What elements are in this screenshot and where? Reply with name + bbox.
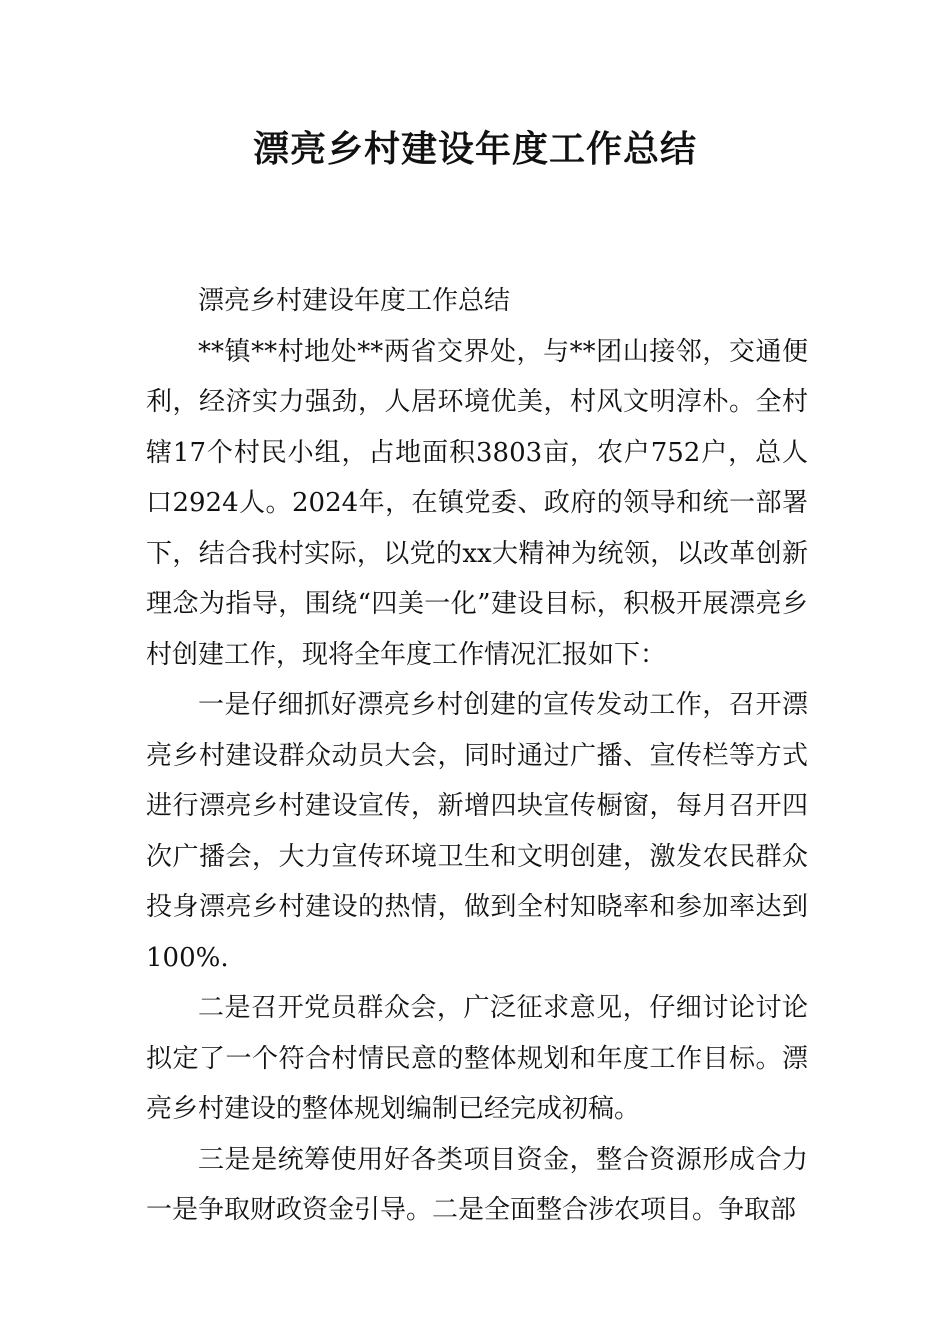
paragraph-heading: 漂亮乡村建设年度工作总结 — [198, 286, 511, 316]
paragraph-point-three: 三是是统筹使用好各类项目资金，整合资源形成合力一是争取财政资金引导。二是全面整合涉农项目。争取部 — [146, 1144, 808, 1225]
document-body — [146, 276, 808, 1236]
paragraph-point-two: 二是召开党员群众会，广泛征求意见，仔细讨论讨论拟定了一个符合村情民意的整体规划和年度工作目标。漂亮乡村建设的整体规划编制已经完成初稿。 — [146, 993, 808, 1124]
document-title: 漂亮乡村建设年度工作总结 — [252, 129, 697, 170]
paragraph-point-one: 一是仔细抓好漂亮乡村创建的宣传发动工作，召开漂亮乡村建设群众动员大会，同时通过广播、宣传栏等方式进行漂亮乡村建设宣传，新增四块宣传橱窗，每月召开四次广播会，大力宣传环境卫生和文明创建，激发农民群众投身漂亮乡村建设的热情，做到全村知晓率和参加率达到100%. — [146, 690, 808, 973]
paragraph-intro: **镇**村地处**两省交界处，与**团山接邻，交通便利，经济实力强劲，人居环境优美，村风文明淳朴。全村辖17个村民小组，占地面积3803亩，农户752户，总人口2924人。2024年，在镇党委、政府的领导和统一部署下，结合我村实际，以党的xx大精神为统领，以改革创新理念为指导，围绕“四美一化”建设目标，积极开展漂亮乡村创建工作，现将全年度工作情况汇报如下： — [146, 336, 808, 670]
